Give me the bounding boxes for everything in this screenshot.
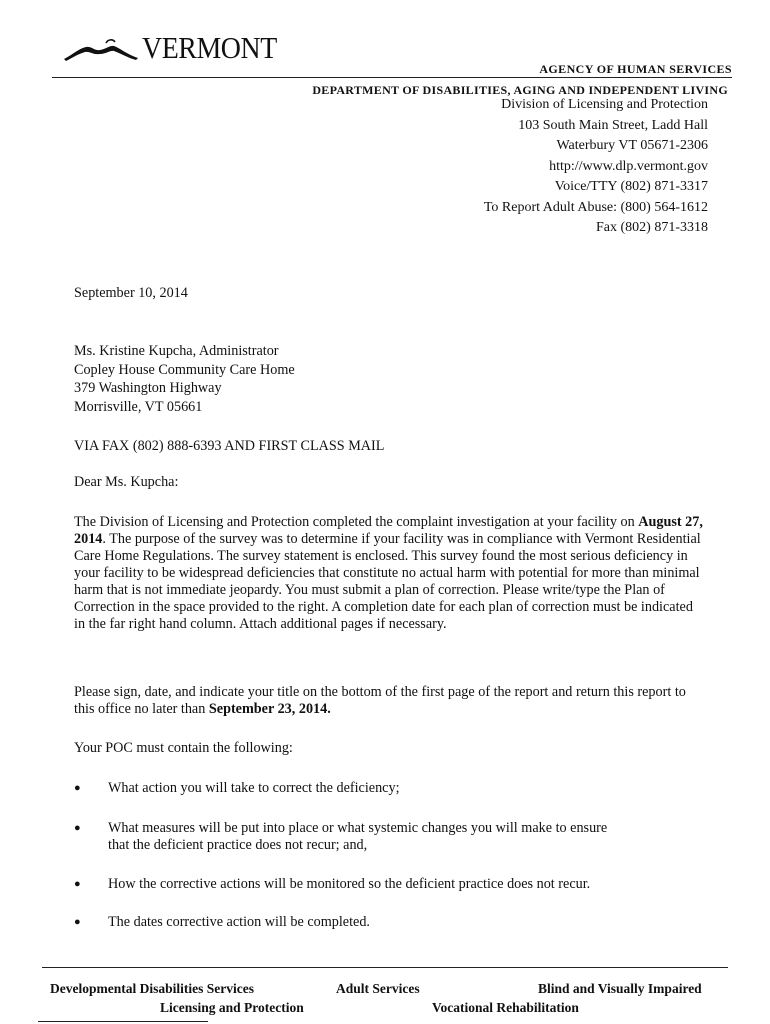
para2-text: Please sign, date, and indicate your title on the bottom of the first page of the report and return this report to this office no later than: [74, 684, 686, 717]
bullet-icon: ●: [74, 916, 81, 928]
address-line: Waterbury VT 05671-2306: [556, 138, 708, 153]
address-line: Division of Licensing and Protection: [501, 97, 708, 112]
department-name: DEPARTMENT OF DISABILITIES, AGING AND INDEPENDENT LIVING: [312, 83, 728, 97]
agency-name: AGENCY OF HUMAN SERVICES: [539, 62, 732, 76]
footer-division: Vocational Rehabilitation: [432, 1000, 579, 1015]
address-line: Fax (802) 871-3318: [596, 220, 708, 235]
recipient-block: [74, 342, 706, 416]
delivery-method: VIA FAX (802) 888-6393 AND FIRST CLASS MAIL: [74, 438, 385, 454]
recipient-line: Morrisville, VT 05661: [74, 398, 203, 415]
address-line: 103 South Main Street, Ladd Hall: [518, 117, 708, 133]
poc-intro: Your POC must contain the following:: [74, 740, 293, 756]
salutation: Dear Ms. Kupcha:: [74, 474, 179, 490]
bullet-icon: ●: [74, 822, 81, 834]
website-link[interactable]: http://www.dlp.vermont.gov: [549, 158, 708, 174]
address-block: [380, 95, 708, 239]
survey-date: August 27, 2014: [74, 514, 703, 547]
header-divider: [52, 77, 732, 78]
due-date: September 23, 2014.: [208, 701, 331, 717]
recipient-line: Ms. Kristine Kupcha, Administrator: [74, 343, 279, 359]
list-item-text: What action you will take to correct the deficiency;: [108, 780, 400, 796]
footer-division: Developmental Disabilities Services: [50, 981, 254, 996]
paragraph-survey: [74, 514, 706, 633]
footer-underline: [38, 1021, 208, 1022]
footer-division: Licensing and Protection: [160, 1000, 304, 1015]
letter-date: September 10, 2014: [74, 285, 188, 301]
para1-text: . The purpose of the survey was to determine if your facility was in compliance with Vermont Residential Care Home Regulations. The survey statement is enclosed. This survey found the most serious deficiency in your facility to be widespread deficiencies that constitute no actual harm with potential for more than minimal harm that is not immediate jeopardy. You must submit a plan of correction. Please write/type the Plan of Correction in the space provided to the right. A completion date for each plan of correction must be indicated in the far right hand column. Attach additional pages if necessary.: [74, 531, 701, 632]
para1-text: The Division of Licensing and Protection completed the complaint investigation at your facility on: [74, 514, 639, 530]
paragraph-return: [74, 684, 706, 718]
vermont-logo: [62, 32, 292, 63]
footer-division: Adult Services: [336, 981, 420, 996]
bullet-icon: ●: [74, 878, 81, 890]
footer-division: Blind and Visually Impaired: [538, 981, 702, 996]
address-line: To Report Adult Abuse: (800) 564-1612: [483, 199, 708, 215]
logo-text: VERMONT: [142, 30, 277, 65]
address-line: Voice/TTY (802) 871-3317: [554, 179, 708, 194]
recipient-line: Copley House Community Care Home: [74, 361, 295, 378]
list-item-text: How the corrective actions will be monitored so the deficient practice does not recur.: [108, 876, 591, 892]
list-item-text: The dates corrective action will be completed.: [108, 914, 370, 930]
recipient-line: 379 Washington Highway: [74, 380, 222, 396]
bullet-icon: ●: [74, 782, 81, 794]
list-item-text: What measures will be put into place or what systemic changes you will make to ensure that the deficient practice does not recur; and,: [108, 820, 608, 853]
footer-divider: [42, 967, 728, 968]
mountain-logo-icon: [62, 37, 140, 63]
